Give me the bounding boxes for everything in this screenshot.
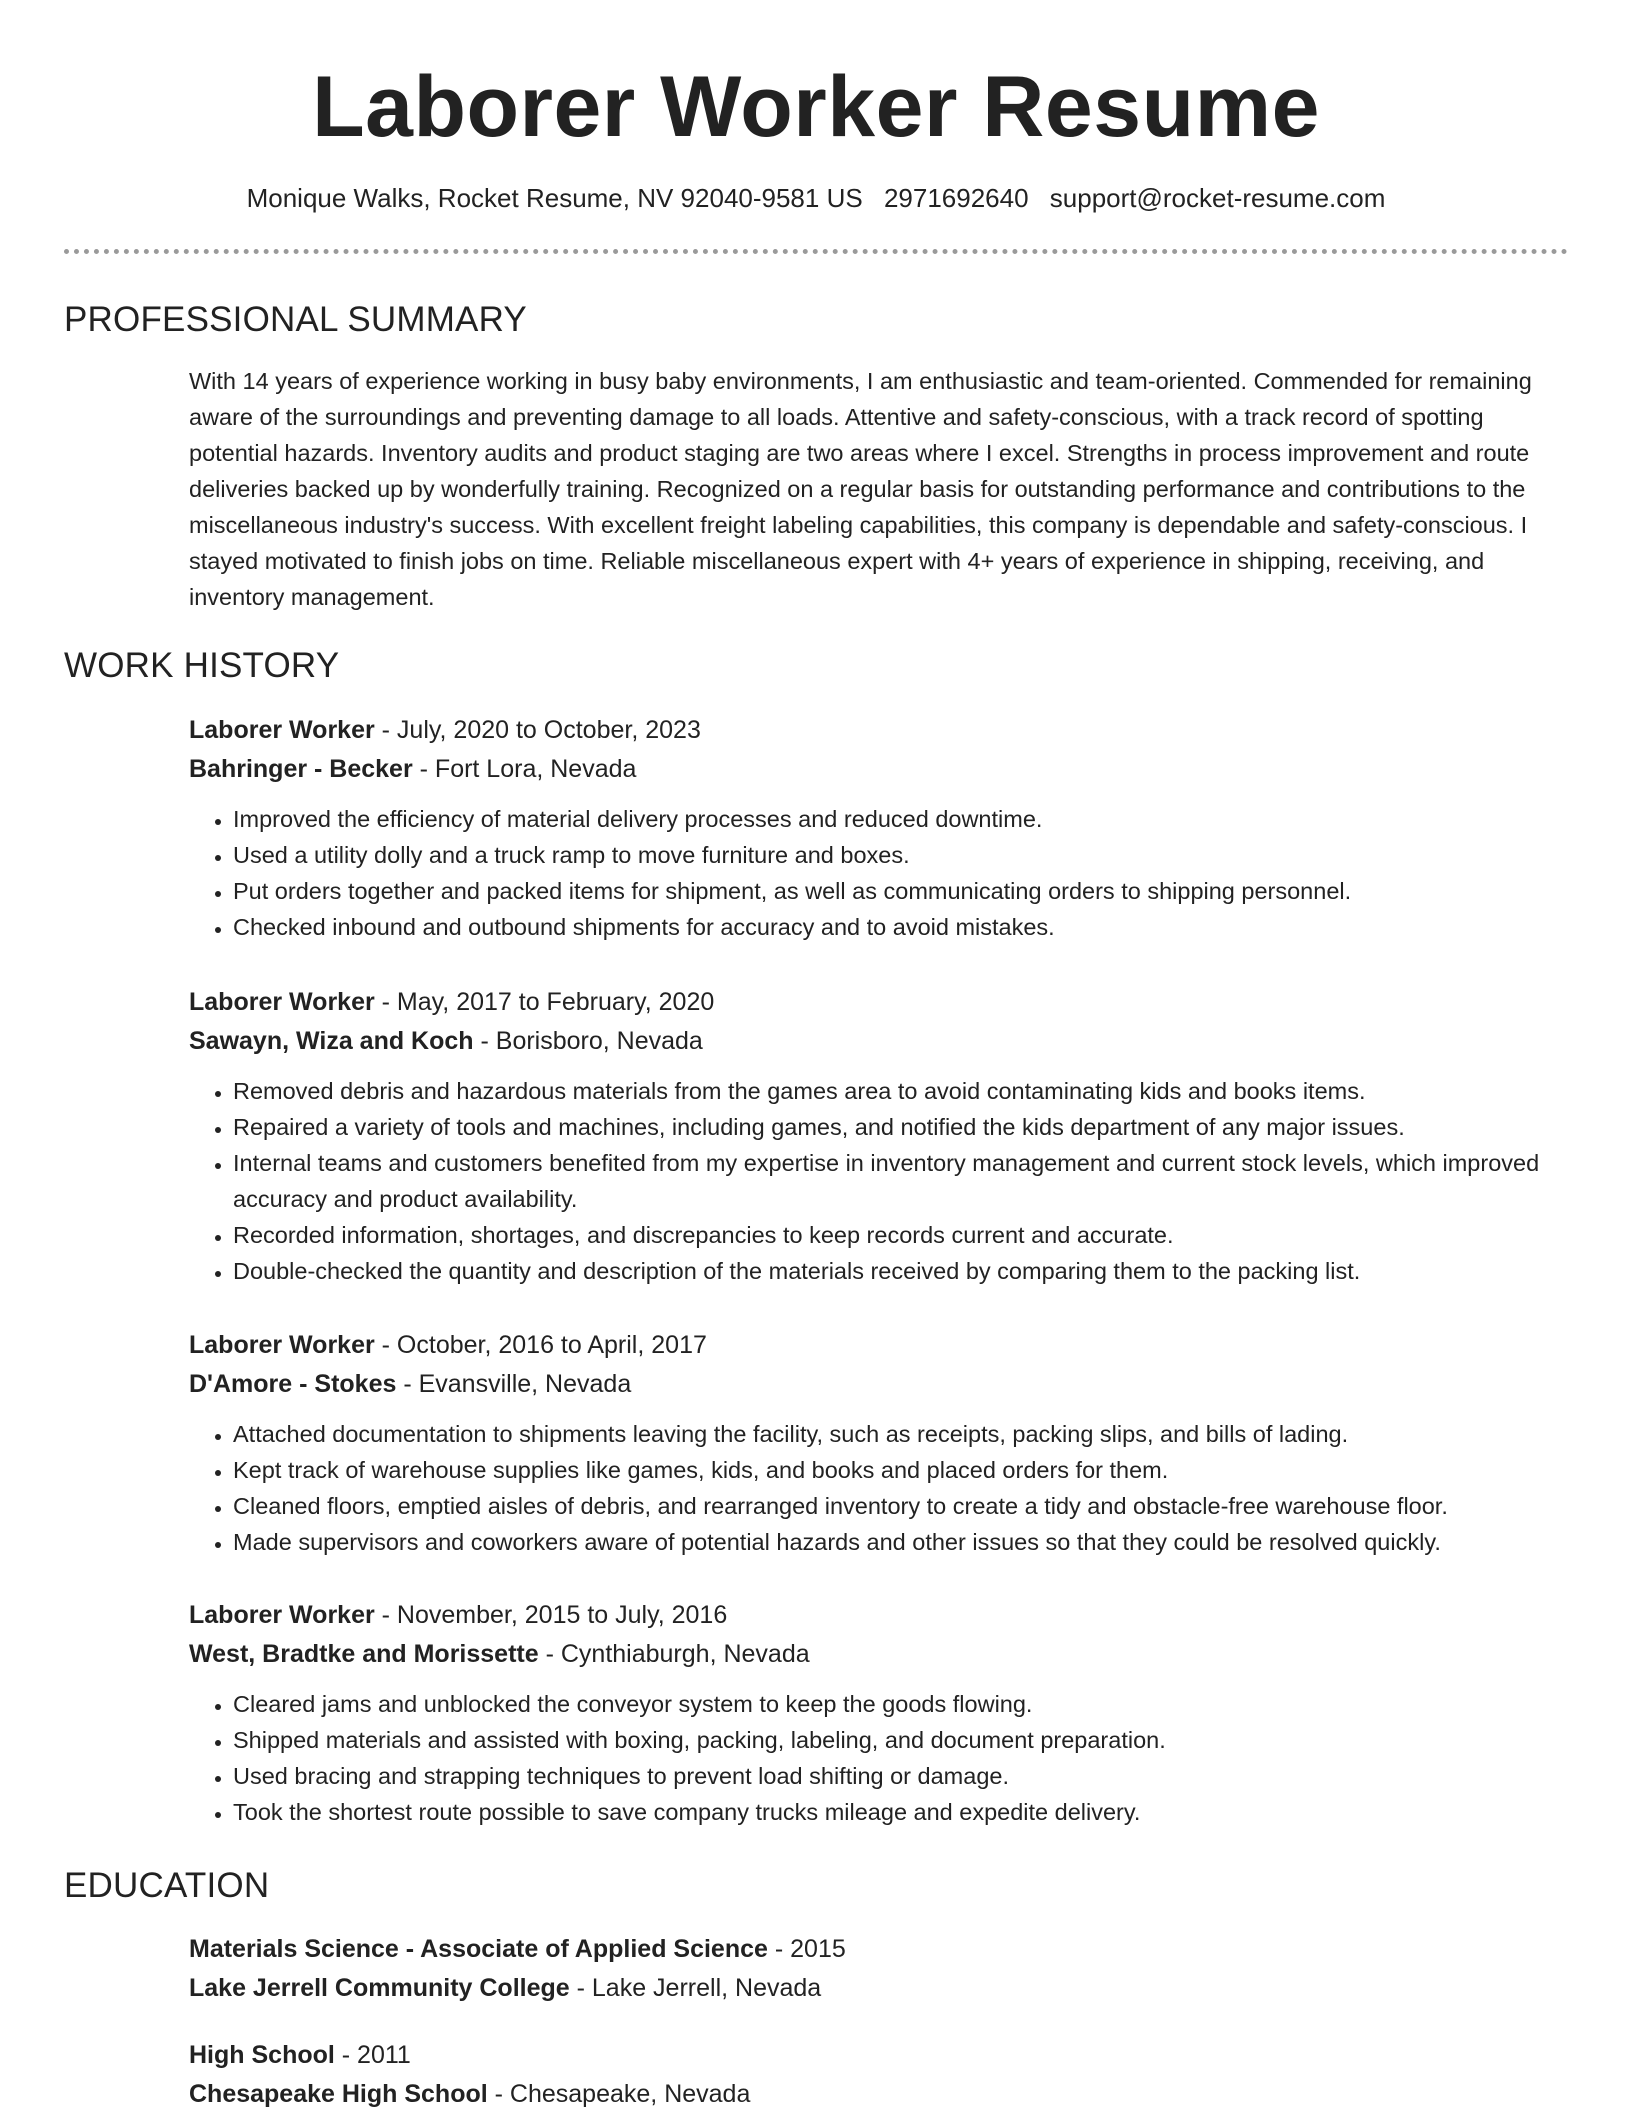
- job-bullet: • Attached documentation to shipments leaving the facility, such as receipts, packing slips, and bills of lading.: [233, 1416, 1569, 1452]
- job-title-line: [189, 1326, 1569, 1365]
- job-company: West, Bradtke and Morissette: [189, 1640, 539, 1668]
- job-title: Laborer Worker: [189, 1331, 375, 1359]
- job-location: - Cynthiaburgh, Nevada: [538, 1640, 810, 1668]
- contact-phone: 2971692640: [883, 183, 1029, 213]
- job-bullet: • Checked inbound and outbound shipments for accuracy and to avoid mistakes.: [233, 909, 1569, 945]
- job-company: D'Amore - Stokes: [189, 1370, 397, 1398]
- job-bullet: • Kept track of warehouse supplies like games, kids, and books and placed orders for them.: [233, 1452, 1569, 1488]
- job-company: Sawayn, Wiza and Koch: [189, 1027, 474, 1055]
- job-entry: [189, 1326, 1569, 1560]
- job-title-line: [189, 711, 1569, 750]
- job-bullet: • Shipped materials and assisted with boxing, packing, labeling, and document preparation.: [233, 1722, 1569, 1758]
- job-location: - Evansville, Nevada: [396, 1370, 632, 1398]
- job-title: Laborer Worker: [189, 988, 375, 1016]
- job-bullet: • Repaired a variety of tools and machines, including games, and notified the kids department of any major issues.: [233, 1109, 1569, 1145]
- education-entry: [189, 1930, 1569, 2008]
- header-divider: [64, 249, 1568, 254]
- education-school-line: [189, 2075, 1569, 2114]
- education-year: - 2015: [767, 1935, 846, 1963]
- job-bullets: [189, 1073, 1569, 1289]
- job-entry: [189, 983, 1569, 1289]
- job-bullet: • Cleared jams and unblocked the conveyor system to keep the goods flowing.: [233, 1686, 1569, 1722]
- job-bullet: • Removed debris and hazardous materials from the games area to avoid contaminating kids and books items.: [233, 1073, 1569, 1109]
- job-bullets: [189, 1686, 1569, 1830]
- contact-line: [0, 180, 1632, 216]
- job-bullets: [189, 801, 1569, 945]
- job-bullet: • Improved the efficiency of material delivery processes and reduced downtime.: [233, 801, 1569, 837]
- job-bullet: • Used a utility dolly and a truck ramp to move furniture and boxes.: [233, 837, 1569, 873]
- job-bullets: [189, 1416, 1569, 1560]
- job-title-line: [189, 983, 1569, 1022]
- education-school: Chesapeake High School: [189, 2080, 488, 2108]
- education-school-line: [189, 1969, 1569, 2008]
- education-location: - Chesapeake, Nevada: [487, 2080, 751, 2108]
- job-location: - Borisboro, Nevada: [473, 1027, 703, 1055]
- education-entry: [189, 2036, 1569, 2114]
- job-title: Laborer Worker: [189, 1601, 375, 1629]
- job-title-line: [189, 1596, 1569, 1635]
- job-dates: - October, 2016 to April, 2017: [374, 1331, 707, 1359]
- job-bullet: • Took the shortest route possible to save company trucks mileage and expedite delivery.: [233, 1794, 1569, 1830]
- job-bullet: • Recorded information, shortages, and discrepancies to keep records current and accurate.: [233, 1217, 1569, 1253]
- job-company: Bahringer - Becker: [189, 755, 413, 783]
- education-heading: EDUCATION: [64, 1866, 270, 1905]
- job-company-line: [189, 750, 1569, 789]
- education-degree-line: [189, 2036, 1569, 2075]
- job-dates: - July, 2020 to October, 2023: [374, 716, 701, 744]
- job-bullet: • Put orders together and packed items for shipment, as well as communicating orders to shipping personnel.: [233, 873, 1569, 909]
- job-company-line: [189, 1635, 1569, 1674]
- job-dates: - May, 2017 to February, 2020: [374, 988, 715, 1016]
- resume-title: Laborer Worker Resume: [312, 59, 1320, 155]
- education-degree-line: [189, 1930, 1569, 1969]
- job-bullet: • Made supervisors and coworkers aware of potential hazards and other issues so that they could be resolved quickly.: [233, 1524, 1569, 1560]
- job-bullet: • Double-checked the quantity and description of the materials received by comparing them to the packing list.: [233, 1253, 1569, 1289]
- job-company-line: [189, 1365, 1569, 1404]
- job-bullet: • Used bracing and strapping techniques to prevent load shifting or damage.: [233, 1758, 1569, 1794]
- education-degree: High School: [189, 2041, 335, 2069]
- job-bullet: • Cleaned floors, emptied aisles of debris, and rearranged inventory to create a tidy and obstacle-free warehouse floor.: [233, 1488, 1569, 1524]
- education-year: - 2011: [334, 2041, 411, 2069]
- job-dates: - November, 2015 to July, 2016: [374, 1601, 728, 1629]
- job-entry: [189, 1596, 1569, 1830]
- summary-heading: PROFESSIONAL SUMMARY: [64, 300, 527, 339]
- education-degree: Materials Science - Associate of Applied Science: [189, 1935, 768, 1963]
- contact-email: support@rocket-resume.com: [1049, 183, 1386, 213]
- job-location: - Fort Lora, Nevada: [412, 755, 637, 783]
- job-company-line: [189, 1022, 1569, 1061]
- education-school: Lake Jerrell Community College: [189, 1974, 570, 2002]
- contact-address: Monique Walks, Rocket Resume, NV 92040-9581 US: [246, 183, 863, 213]
- education-location: - Lake Jerrell, Nevada: [569, 1974, 822, 2002]
- job-bullet: • Internal teams and customers benefited from my expertise in inventory management and current stock levels, which improved accuracy and product availability.: [233, 1145, 1569, 1217]
- job-entry: [189, 711, 1569, 945]
- summary-text: With 14 years of experience working in busy baby environments, I am enthusiastic and team-oriented. Commended for remaining aware of the surroundings and preventing damage to all loads. Attentive and safety-conscious, with a track record of spotting potential hazards. Inventory audits and product staging are two areas where I excel. Strengths in process improvement and route deliveries backed up by wonderfully training. Recognized on a regular basis for outstanding performance and contributions to the miscellaneous industry's success. With excellent freight labeling capabilities, this company is dependable and safety-conscious. I stayed motivated to finish jobs on time. Reliable miscellaneous expert with 4+ years of experience in shipping, receiving, and inventory management.: [189, 368, 1532, 610]
- job-title: Laborer Worker: [189, 716, 375, 744]
- work-history-heading: WORK HISTORY: [64, 646, 340, 685]
